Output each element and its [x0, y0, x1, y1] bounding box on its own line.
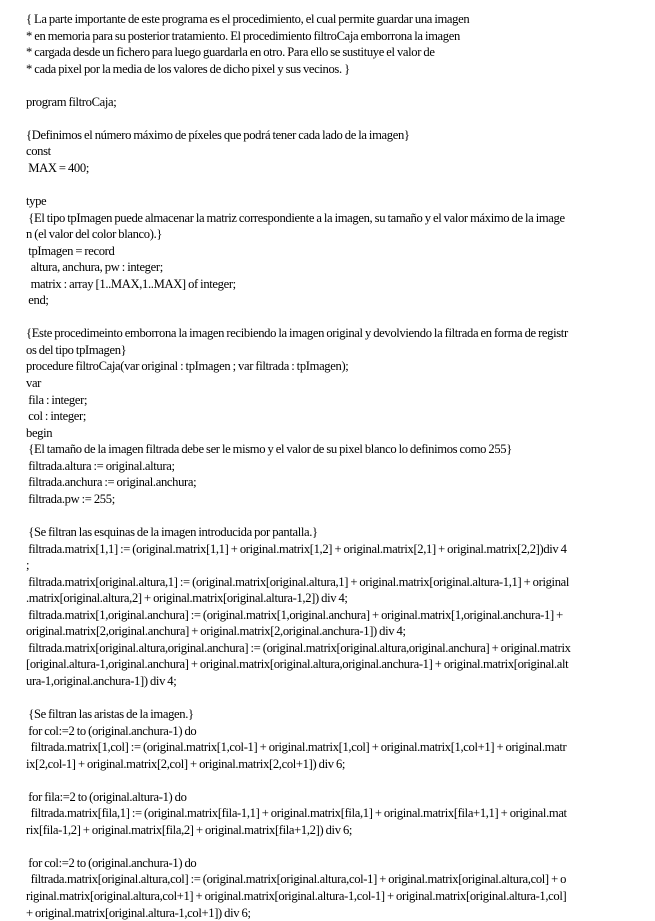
code-line: type: [26, 194, 47, 209]
code-line: + original.matrix[original.altura-1,col+1]) div 6;: [26, 905, 251, 920]
code-line: filtrada.matrix[original.altura,original.anchura] := (original.matrix[original.altura,original.anchura] + original.matrix: [26, 640, 571, 655]
code-line: original.matrix[2,original.anchura] + original.matrix[2,original.anchura-1]) div 4;: [26, 624, 406, 639]
code-line: rix[fila-1,2] + original.matrix[fila,2] + original.matrix[fila+1,2]) div 6;: [26, 822, 353, 837]
code-line: matrix : array [1..MAX,1..MAX] of integer;: [26, 276, 236, 291]
code-line: os del tipo tpImagen}: [26, 342, 127, 357]
code-line: * cargada desde un fichero para luego guardarla en otro. Para ello se sustituye el valor de: [26, 45, 435, 60]
blank-line: [26, 689, 629, 706]
code-line: {El tamaño de la imagen filtrada debe ser le mismo y el valor de su pixel blanco lo definimos como 255}: [26, 442, 512, 457]
code-line: end;: [26, 293, 49, 308]
code-line: for fila:=2 to (original.altura-1) do: [26, 789, 187, 804]
code-line: {Se filtran las aristas de la imagen.}: [26, 706, 194, 721]
code-line: filtrada.altura := original.altura;: [26, 458, 175, 473]
code-line: [original.altura-1,original.anchura] + original.matrix[original.altura,original.anchura-1] + original.matrix[original.alt: [26, 657, 569, 672]
blank-line: [26, 838, 629, 855]
code-line: ura-1,original.anchura-1]) div 4;: [26, 673, 177, 688]
code-line: for col:=2 to (original.anchura-1) do: [26, 855, 197, 870]
code-line: var: [26, 376, 42, 391]
blank-line: [26, 772, 629, 789]
blank-line: [26, 507, 629, 524]
code-line: program filtroCaja;: [26, 94, 117, 109]
source-code-document: [26, 11, 629, 921]
code-line: n (el valor del color blanco).}: [26, 227, 163, 242]
code-line: riginal.matrix[original.altura,col+1] + original.matrix[original.altura-1,col-1] + original.matrix[original.altura-1,col]: [26, 888, 567, 903]
code-line: const: [26, 144, 51, 159]
code-line: fila : integer;: [26, 392, 88, 407]
code-line: filtrada.matrix[1,original.anchura] := (original.matrix[1,original.anchura] + original.matrix[1,original.anchura-1] +: [26, 607, 563, 622]
code-line: filtrada.pw := 255;: [26, 491, 115, 506]
code-line: filtrada.matrix[original.altura,col] := (original.matrix[original.altura,col-1] + original.matrix[original.altura,col] + o: [26, 872, 567, 887]
code-line: { La parte importante de este programa es el procedimiento, el cual permite guardar una imagen: [26, 12, 470, 26]
code-line: * en memoria para su posterior tratamiento. El procedimiento filtroCaja emborrona la imagen: [26, 28, 460, 43]
code-line: {Definimos el número máximo de píxeles que podrá tener cada lado de la imagen}: [26, 127, 410, 142]
code-line: filtrada.matrix[fila,1] := (original.matrix[fila-1,1] + original.matrix[fila,1] + original.matrix[fila+1,1] + original.mat: [26, 806, 567, 821]
code-line: * cada pixel por la media de los valores de dicho pixel y sus vecinos. }: [26, 61, 350, 76]
code-line: ;: [26, 558, 30, 573]
code-line: filtrada.anchura := original.anchura;: [26, 475, 197, 490]
code-line: {El tipo tpImagen puede almacenar la matriz correspondiente a la imagen, su tamaño y el valor máximo de la image: [26, 210, 565, 225]
code-line: altura, anchura, pw : integer;: [26, 260, 163, 275]
code-line: {Este procedimeinto emborrona la imagen recibiendo la imagen original y devolviendo la filtrada en forma de registr: [26, 326, 568, 341]
code-line: procedure filtroCaja(var original : tpImagen ; var filtrada : tpImagen);: [26, 359, 349, 374]
code-line: begin: [26, 425, 53, 440]
code-line: .matrix[original.altura,2] + original.matrix[original.altura-1,2]) div 4;: [26, 591, 348, 606]
code-line: tpImagen = record: [26, 243, 115, 258]
blank-line: [26, 309, 629, 326]
code-line: col : integer;: [26, 409, 87, 424]
code-line: filtrada.matrix[1,col] := (original.matrix[1,col-1] + original.matrix[1,col] + original.matrix[1,col+1] + original.matr: [26, 740, 567, 755]
code-line: MAX = 400;: [26, 160, 89, 175]
blank-line: [26, 176, 629, 193]
code-line: filtrada.matrix[original.altura,1] := (original.matrix[original.altura,1] + original.matrix[original.altura-1,1] + original: [26, 574, 570, 589]
blank-line: [26, 77, 629, 94]
blank-line: [26, 110, 629, 127]
code-line: for col:=2 to (original.anchura-1) do: [26, 723, 197, 738]
code-line: filtrada.matrix[1,1] := (original.matrix[1,1] + original.matrix[1,2] + original.matrix[2,1] + original.matrix[2,2])div 4: [26, 541, 567, 556]
code-line: ix[2,col-1] + original.matrix[2,col] + original.matrix[2,col+1]) div 6;: [26, 756, 346, 771]
code-line: {Se filtran las esquinas de la imagen introducida por pantalla.}: [26, 524, 318, 539]
